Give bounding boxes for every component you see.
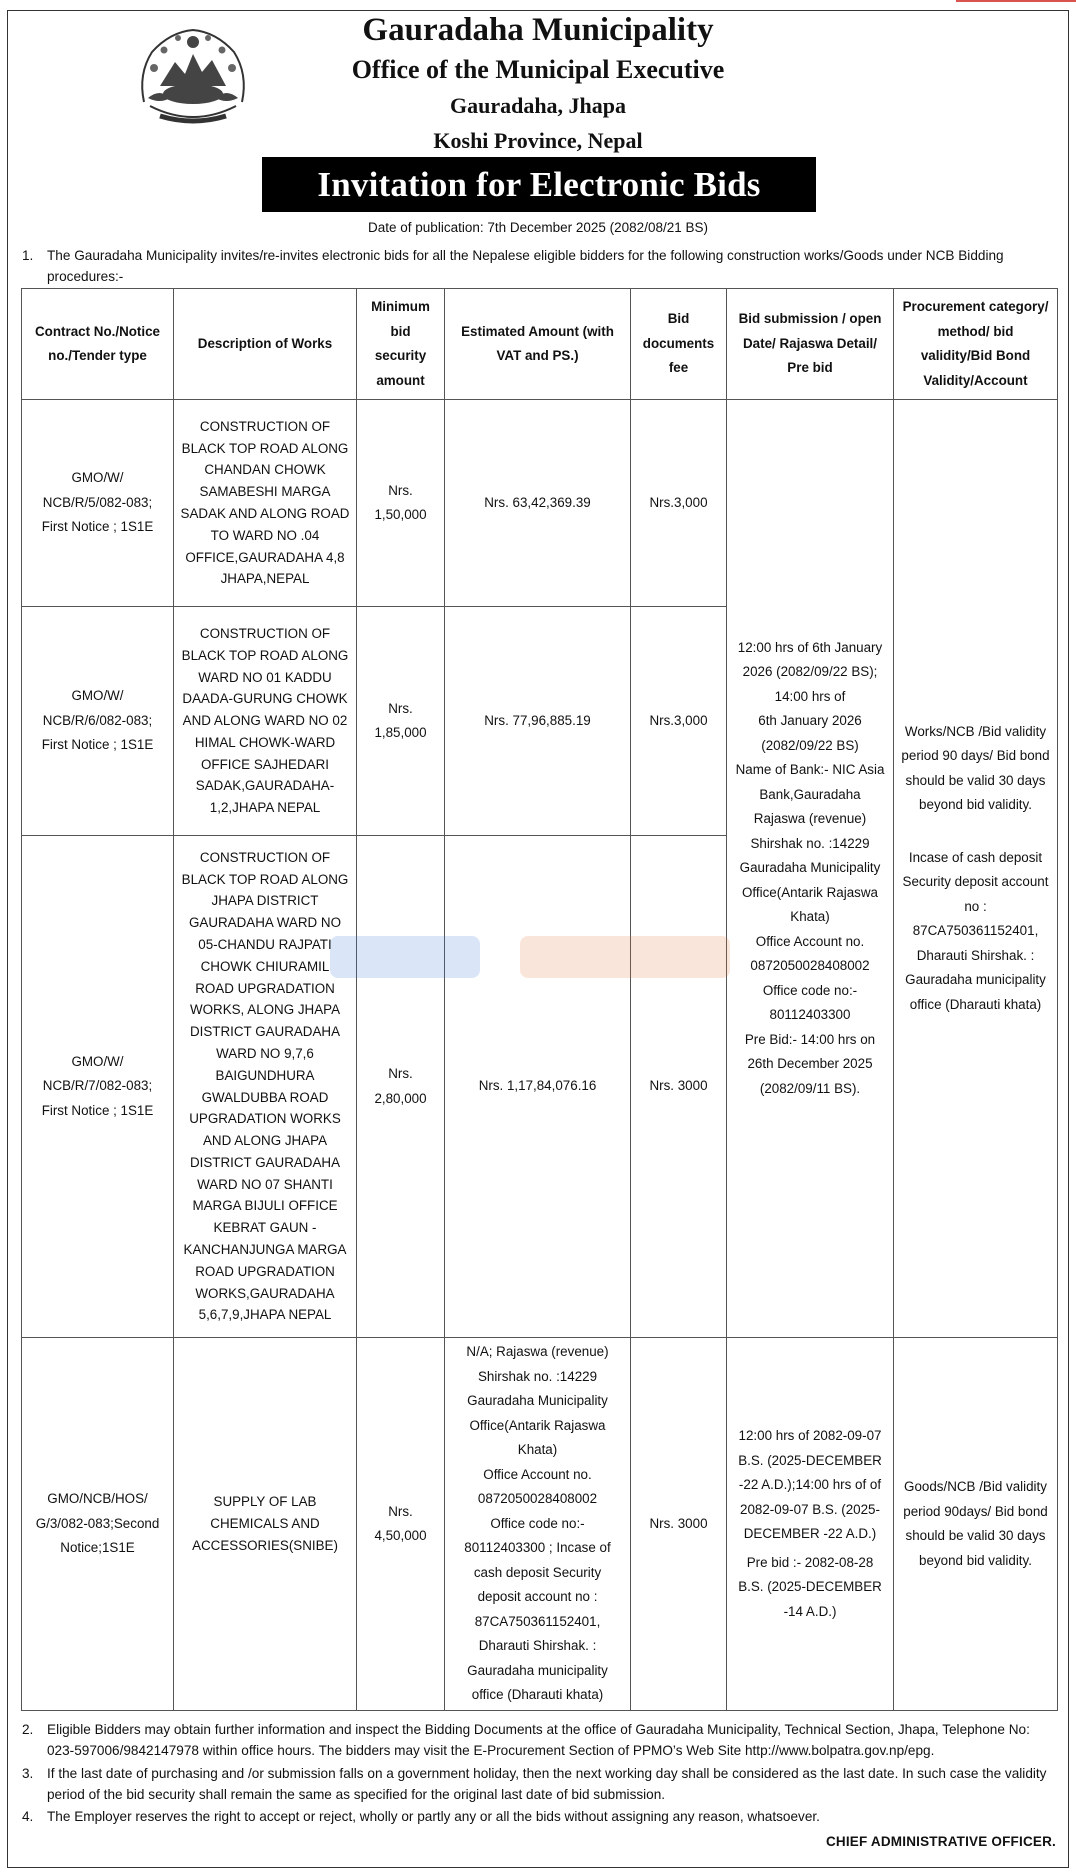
column-header: Bid documents fee [631,289,727,400]
contract-no: GMO/W/ NCB/R/6/082-083; First Notice ; 1S1E [22,607,174,836]
province-name: Koshi Province, Nepal [433,128,643,153]
publication-date: Date of publication: 7th December 2025 (2082/08/21 BS) [368,220,708,235]
estimated-amount-cell [445,1338,631,1711]
corner-mark [956,0,1076,2]
clause-text: The Gauradaha Municipality invites/re-invites electronic bids for all the Nepalese eligible bidders for the following construction works/Goods under NCB Bidding procedures:- [47,248,1004,284]
work-description: SUPPLY OF LAB CHEMICALS AND ACCESSORIES(SNIBE) [174,1338,357,1711]
estimate-line: Office code no:- 80112403300 ; Incase of cash deposit Security deposit account no : 87CA750361152401, Dharauti Shirshak. : Gauradaha municipality office (Dharauti khata) [464,1515,611,1703]
contract-no: GMO/W/ NCB/R/5/082-083; First Notice ; 1S1E [22,400,174,607]
estimated-amount: Nrs. 63,42,369.39 [445,400,631,607]
works-procurement-cell [894,400,1058,1338]
works-dates-line: 12:00 hrs of 6th January 2026 (2082/09/22 BS); 14:00 hrs of [737,639,883,704]
column-header: Minimum bid security amount [357,289,445,400]
bid-security: Nrs. 2,80,000 [357,836,445,1338]
clause-number: 4. [22,1809,34,1824]
column-header: Contract No./Notice no./Tender type [22,289,174,400]
clause-text: Eligible Bidders may obtain further information and inspect the Bidding Documents at the office of Gauradaha Municipality, Technical Section, Jhapa, Telephone No: 023-597006/9842147978 within office hours. The bidders may visit the E-Procurement Section of PPMO’s Web Site http://www.bolpatra.gov.np/epg. [47,1722,1030,1758]
clause-number: 1. [22,248,34,263]
works-dates-line: Pre Bid:- 14:00 hrs on 26th December 2025 (2082/09/11 BS). [744,1031,876,1096]
clause-1 [22,245,1058,287]
office-name: Office of the Municipal Executive [351,55,725,84]
document-fee: Nrs.3,000 [631,400,727,607]
title-banner [262,157,816,212]
clause-text: If the last date of purchasing and /or submission falls on a government holiday, then the next working day shall be considered as the last date. In such case the validity period of the bid security shall remain the same as specified for the original last date of bid submission. [47,1766,1047,1802]
table-row [22,400,1058,607]
goods-dates-line: 12:00 hrs of 2082-09-07 B.S. (2025-DECEMBER -22 A.D.);14:00 hrs of of 2082-09-07 B.S. (2025-DECEMBER -22 A.D.) [738,1428,882,1541]
estimated-amount: Nrs. 77,96,885.19 [445,607,631,836]
work-description: CONSTRUCTION OF BLACK TOP ROAD ALONG CHANDAN CHOWK SAMABESHI MARGA SADAK AND ALONG ROAD TO WARD NO .04 OFFICE,GAURADAHA 4,8 JHAPA,NEPAL [174,400,357,607]
column-header: Description of Works [174,289,357,400]
works-dates-line: Name of Bank:- NIC Asia Bank,Gauradaha Rajaswa (revenue) Shirshak no. :14229 Gauradaha Municipality Office(Antarik Rajaswa Khata) [735,762,885,925]
office-location: Gauradaha, Jhapa [449,93,627,118]
clause-2 [22,1719,1058,1761]
contract-no: GMO/W/ NCB/R/7/082-083; First Notice ; 1S1E [22,836,174,1338]
clause-3 [22,1763,1058,1805]
municipality-name: Gauradaha Municipality [362,12,714,48]
bid-security: Nrs. 1,85,000 [357,607,445,836]
works-dates-cell [727,400,894,1338]
table-row [22,1338,1058,1711]
work-description: CONSTRUCTION OF BLACK TOP ROAD ALONG JHAPA DISTRICT GAURADAHA WARD NO 05-CHANDU RAJPATI CHOWK CHIURAMIL ROAD UPGRADATION WORKS, ALONG JHAPA DISTRICT GAURADAHA WARD NO 9,7,6 BAIGUNDHURA GWALDUBBA ROAD UPGRADATION WORKS AND ALONG JHAPA DISTRICT GAURADAHA WARD NO 07 SHANTI MARGA BIJULI OFFICE KEBRAT GAUN -KANCHANJUNGA MARGA ROAD UPGRADATION WORKS,GAURADAHA 5,6,7,9,JHAPA NEPAL [174,836,357,1338]
works-dates-line: 6th January 2026 (2082/09/22 BS) [758,713,862,753]
signatory-title: CHIEF ADMINISTRATIVE OFFICER. [825,1834,1056,1849]
procurement-line: Works/NCB /Bid validity period 90 days/ Bid bond should be valid 30 days beyond bid validity. [901,723,1050,813]
notice-title: Invitation for Electronic Bids [317,165,761,204]
works-dates-line: Office code no:- 80112403300 [762,982,858,1023]
work-description: CONSTRUCTION OF BLACK TOP ROAD ALONG WARD NO 01 KADDU DAADA-GURUNG CHOWK AND ALONG WARD NO 02 HIMAL CHOWK-WARD OFFICE SAJHEDARI SADAK,GAURADAHA-1,2,JHAPA NEPAL [174,607,357,836]
estimate-line: N/A; Rajaswa (revenue) Shirshak no. :14229 Gauradaha Municipality Office(Antarik Rajaswa Khata) [466,1344,609,1458]
estimated-amount: Nrs. 1,17,84,076.16 [445,836,631,1338]
bids-table [21,288,1058,1711]
estimate-line: Office Account no. 0872050028408002 [477,1466,598,1507]
bid-security: Nrs. 1,50,000 [357,400,445,607]
column-header: Estimated Amount (with VAT and PS.) [445,289,631,400]
column-header: Bid submission / open Date/ Rajaswa Detail/ Pre bid [727,289,894,400]
document-fee: Nrs.3,000 [631,607,727,836]
bid-security: Nrs. 4,50,000 [357,1338,445,1711]
goods-procurement: Goods/NCB /Bid validity period 90days/ Bid bond should be valid 30 days beyond bid validity. [894,1338,1058,1711]
clause-text: The Employer reserves the right to accept or reject, wholly or partly any or all the bids without assigning any reason, whatsoever. [47,1809,820,1824]
document-fee: Nrs. 3000 [631,1338,727,1711]
goods-dates-line: Pre bid :- 2082-08-28 B.S. (2025-DECEMBER -14 A.D.) [738,1554,882,1619]
clause-number: 3. [22,1766,34,1781]
procurement-line: Incase of cash deposit Security deposit account no : 87CA750361152401, Dharauti Shirshak. : Gauradaha municipality office (Dharauti khata) [902,849,1049,1012]
works-dates-line: Office Account no. 0872050028408002 [750,933,870,974]
document-fee: Nrs. 3000 [631,836,727,1338]
contract-no: GMO/NCB/HOS/ G/3/082-083;Second Notice;1S1E [22,1338,174,1711]
clause-4 [22,1806,1058,1827]
column-header: Procurement category/ method/ bid validity/Bid Bond Validity/Account [894,289,1058,400]
table-header-row [22,289,1058,400]
clause-number: 2. [22,1722,34,1737]
spacer [900,818,1051,846]
goods-dates-cell [727,1338,894,1711]
